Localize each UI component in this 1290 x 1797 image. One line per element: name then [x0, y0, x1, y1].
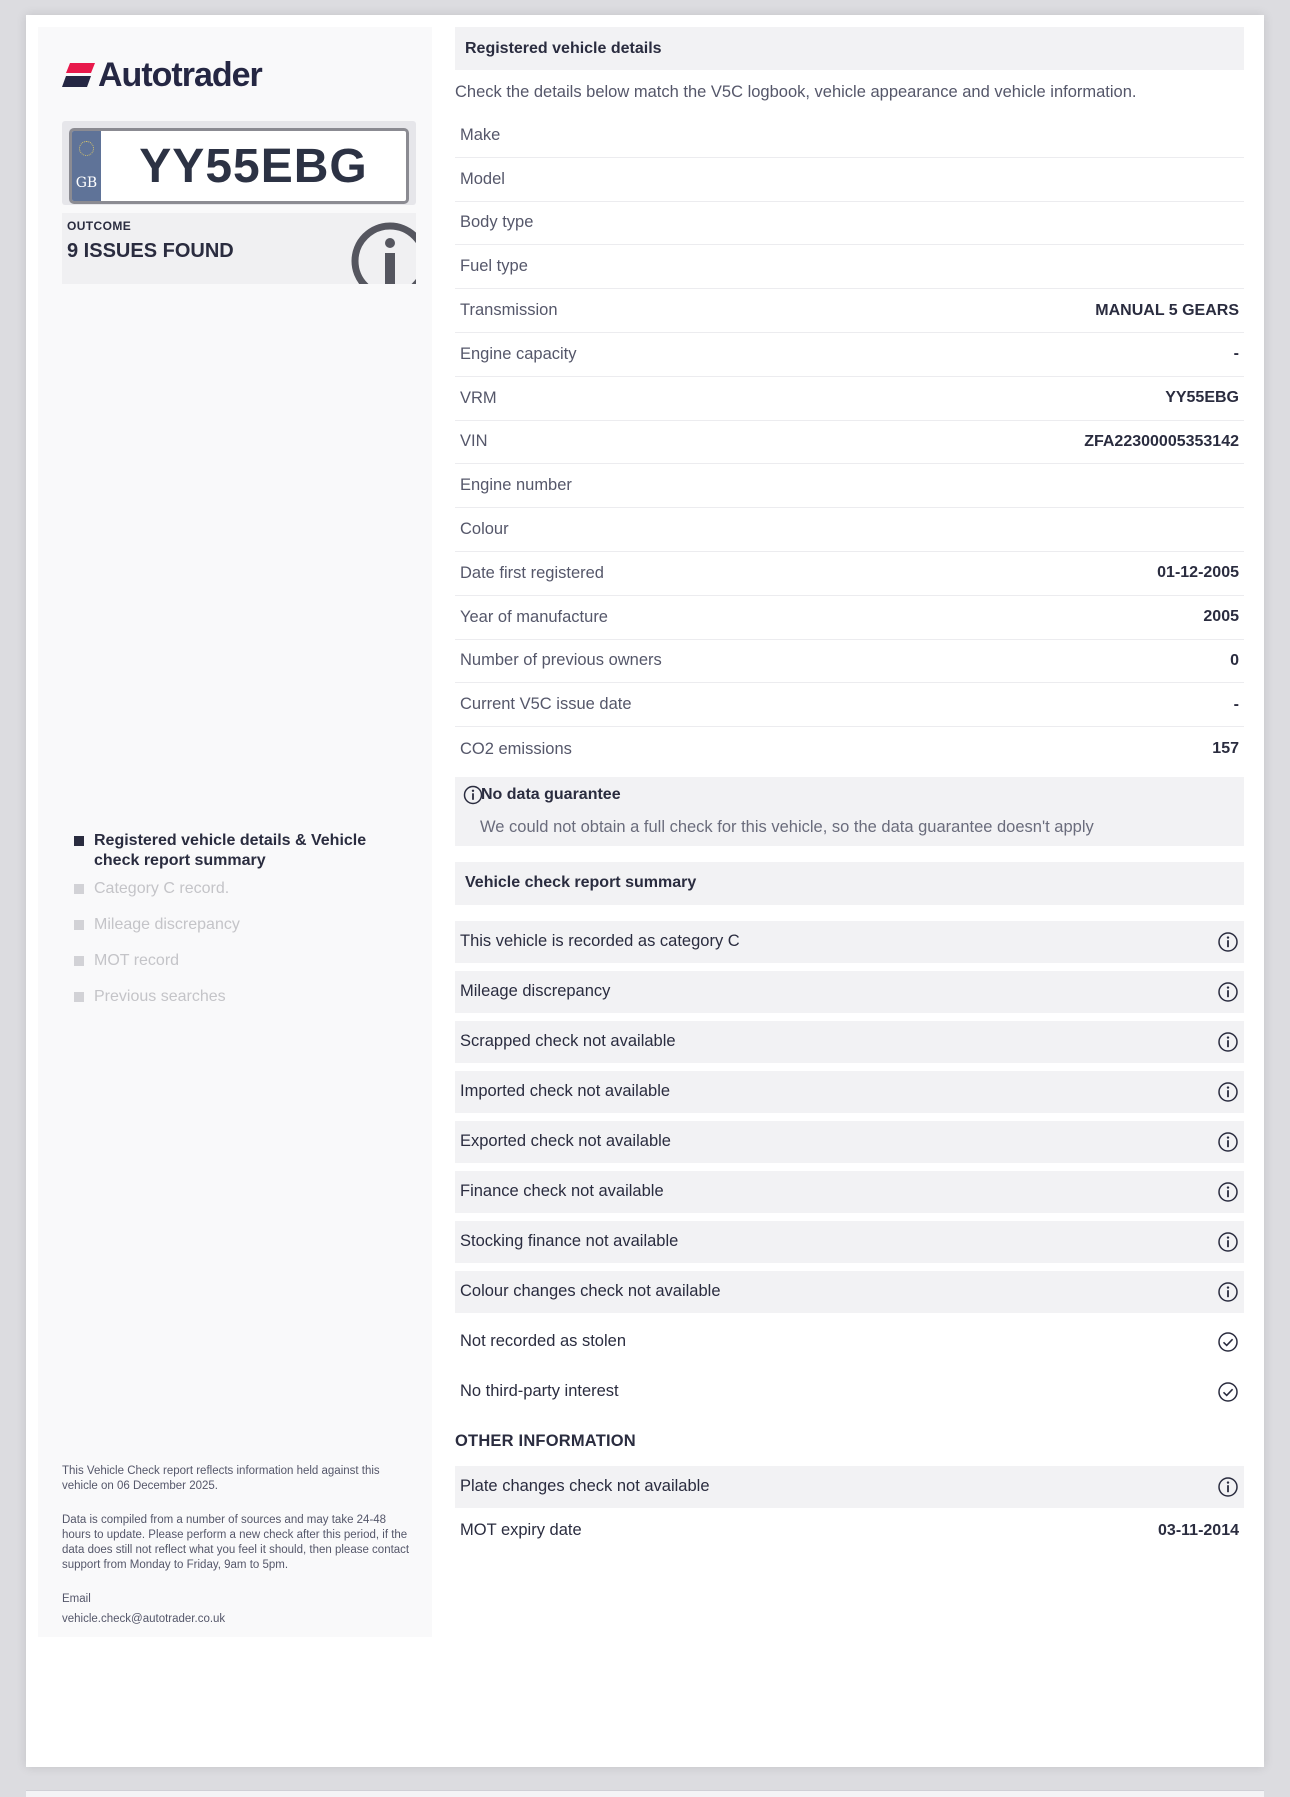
summary-row-this-vehicle-is-recorded-as-category-c[interactable] — [455, 921, 1244, 963]
detail-row-vin — [455, 421, 1244, 465]
vehicle-details-table — [455, 114, 1244, 771]
summary-row-not-recorded-as-stolen — [455, 1321, 1244, 1363]
registered-details-header: Registered vehicle details — [455, 27, 1244, 70]
detail-value: 01-12-2005 — [1157, 564, 1239, 582]
detail-value: 0 — [1230, 651, 1239, 669]
info-icon[interactable] — [1217, 1281, 1239, 1303]
detail-row-engine-number — [455, 464, 1244, 508]
other-information-heading: OTHER INFORMATION — [455, 1432, 636, 1451]
registered-details-intro: Check the details below match the V5C logbook, vehicle appearance and vehicle information. — [455, 82, 1137, 101]
eu-stars-icon — [79, 141, 94, 156]
summary-row-finance-check-not-available[interactable] — [455, 1171, 1244, 1213]
detail-row-vrm — [455, 377, 1244, 421]
summary-label: Finance check not available — [460, 1182, 664, 1201]
check-summary-header: Vehicle check report summary — [455, 862, 1244, 905]
detail-value: - — [1233, 345, 1239, 363]
check-circle-icon — [1217, 1381, 1239, 1403]
info-icon[interactable] — [1217, 1131, 1239, 1153]
detail-row-current-v5c-issue-date — [455, 683, 1244, 727]
plate-country-band — [72, 131, 101, 201]
detail-value: MANUAL 5 GEARS — [1095, 301, 1239, 319]
info-icon[interactable] — [1217, 981, 1239, 1003]
detail-label: Current V5C issue date — [460, 695, 632, 714]
detail-value: ZFA22300005353142 — [1084, 432, 1239, 450]
detail-value: 157 — [1212, 740, 1239, 758]
detail-label: Transmission — [460, 301, 558, 320]
detail-value: - — [1233, 695, 1239, 713]
check-summary-list — [455, 921, 1244, 1413]
summary-label: No third-party interest — [460, 1382, 619, 1401]
detail-value: YY55EBG — [1165, 389, 1239, 407]
info-icon[interactable] — [1217, 1081, 1239, 1103]
summary-label: Colour changes check not available — [460, 1282, 721, 1301]
guarantee-title: No data guarantee — [481, 785, 621, 803]
number-plate-card — [62, 121, 416, 205]
number-plate — [69, 128, 409, 204]
detail-row-fuel-type — [455, 245, 1244, 289]
other-row-mot-expiry-date — [455, 1510, 1244, 1552]
autotrader-logo-icon — [62, 62, 96, 88]
detail-label: Fuel type — [460, 257, 528, 276]
detail-label: Make — [460, 125, 501, 144]
detail-label: VRM — [460, 388, 497, 407]
toc-item-registered-vehicle-details-vehicle-check-report-summary[interactable]: Registered vehicle details & Vehicle check report summary — [74, 831, 404, 871]
summary-row-exported-check-not-available[interactable] — [455, 1121, 1244, 1163]
toc-item-mileage-discrepancy[interactable]: Mileage discrepancy — [74, 915, 404, 935]
other-label: Plate changes check not available — [460, 1477, 710, 1496]
detail-label: Engine capacity — [460, 344, 577, 363]
info-icon — [463, 785, 483, 805]
detail-row-colour — [455, 508, 1244, 552]
report-page — [26, 15, 1264, 1767]
detail-label: Year of manufacture — [460, 607, 608, 626]
summary-row-stocking-finance-not-available[interactable] — [455, 1221, 1244, 1263]
guarantee-text: We could not obtain a full check for this vehicle, so the data guarantee doesn't apply — [480, 817, 1094, 836]
summary-row-scrapped-check-not-available[interactable] — [455, 1021, 1244, 1063]
detail-value: 2005 — [1203, 608, 1239, 626]
detail-row-co2-emissions — [455, 727, 1244, 771]
email-label: Email — [62, 1593, 91, 1605]
sidebar — [38, 27, 432, 1637]
check-circle-icon — [1217, 1331, 1239, 1353]
summary-label: This vehicle is recorded as category C — [460, 932, 740, 951]
summary-label: Stocking finance not available — [460, 1232, 679, 1251]
other-row-plate-changes-check-not-available[interactable] — [455, 1466, 1244, 1508]
info-icon — [350, 221, 416, 284]
detail-label: Number of previous owners — [460, 651, 662, 670]
support-email-link[interactable]: vehicle.check@autotrader.co.uk — [62, 1613, 226, 1625]
detail-label: Model — [460, 169, 505, 188]
info-icon[interactable] — [1217, 1476, 1239, 1498]
detail-label: Engine number — [460, 476, 572, 495]
summary-label: Mileage discrepancy — [460, 982, 611, 1001]
data-compiled-note: Data is compiled from a number of sources and may take 24-48 hours to update. Please perform a new check after this period, if the data does still not reflect what you feel it should, then please contact support from Monday to Friday, 9am to 5pm. — [62, 1514, 410, 1571]
info-icon[interactable] — [1217, 1031, 1239, 1053]
detail-row-engine-capacity — [455, 333, 1244, 377]
other-label: MOT expiry date — [460, 1521, 582, 1540]
detail-label: VIN — [460, 432, 488, 451]
next-page-edge — [26, 1790, 1264, 1797]
report-date-note: This Vehicle Check report reflects information held against this vehicle on 06 December 2025. — [62, 1465, 380, 1492]
detail-row-year-of-manufacture — [455, 596, 1244, 640]
no-data-guarantee-notice — [455, 777, 1244, 846]
detail-label: Body type — [460, 213, 534, 232]
plate-registration: YY55EBG — [139, 139, 368, 193]
summary-label: Imported check not available — [460, 1082, 671, 1101]
info-icon[interactable] — [1217, 1181, 1239, 1203]
plate-country-code: GB — [75, 175, 98, 191]
summary-label: Exported check not available — [460, 1132, 671, 1151]
report-main — [455, 27, 1244, 1554]
other-value: 03-11-2014 — [1158, 1521, 1239, 1539]
detail-row-transmission — [455, 289, 1244, 333]
summary-row-mileage-discrepancy[interactable] — [455, 971, 1244, 1013]
outcome-value: 9 ISSUES FOUND — [67, 240, 234, 262]
info-icon[interactable] — [1217, 931, 1239, 953]
summary-row-no-third-party-interest — [455, 1371, 1244, 1413]
info-icon[interactable] — [1217, 1231, 1239, 1253]
report-contents — [74, 831, 404, 1023]
detail-label: CO2 emissions — [460, 739, 572, 758]
toc-item-mot-record[interactable]: MOT record — [74, 951, 404, 971]
detail-row-make — [455, 114, 1244, 158]
summary-label: Not recorded as stolen — [460, 1332, 627, 1351]
summary-row-imported-check-not-available[interactable] — [455, 1071, 1244, 1113]
detail-row-number-of-previous-owners — [455, 640, 1244, 684]
autotrader-logo — [62, 55, 262, 95]
outcome-box — [62, 213, 416, 284]
summary-label: Scrapped check not available — [460, 1032, 676, 1051]
detail-row-date-first-registered — [455, 552, 1244, 596]
detail-label: Colour — [460, 520, 509, 539]
other-information-list — [455, 1466, 1244, 1552]
detail-row-body-type — [455, 202, 1244, 246]
report-notes — [62, 1464, 412, 1627]
brand-name: Autotrader — [98, 56, 262, 94]
detail-label: Date first registered — [460, 563, 604, 582]
outcome-label: OUTCOME — [67, 219, 132, 233]
detail-row-model — [455, 158, 1244, 202]
toc-item-previous-searches[interactable]: Previous searches — [74, 987, 404, 1007]
toc-item-category-c-record[interactable]: Category C record. — [74, 879, 404, 899]
summary-row-colour-changes-check-not-available[interactable] — [455, 1271, 1244, 1313]
